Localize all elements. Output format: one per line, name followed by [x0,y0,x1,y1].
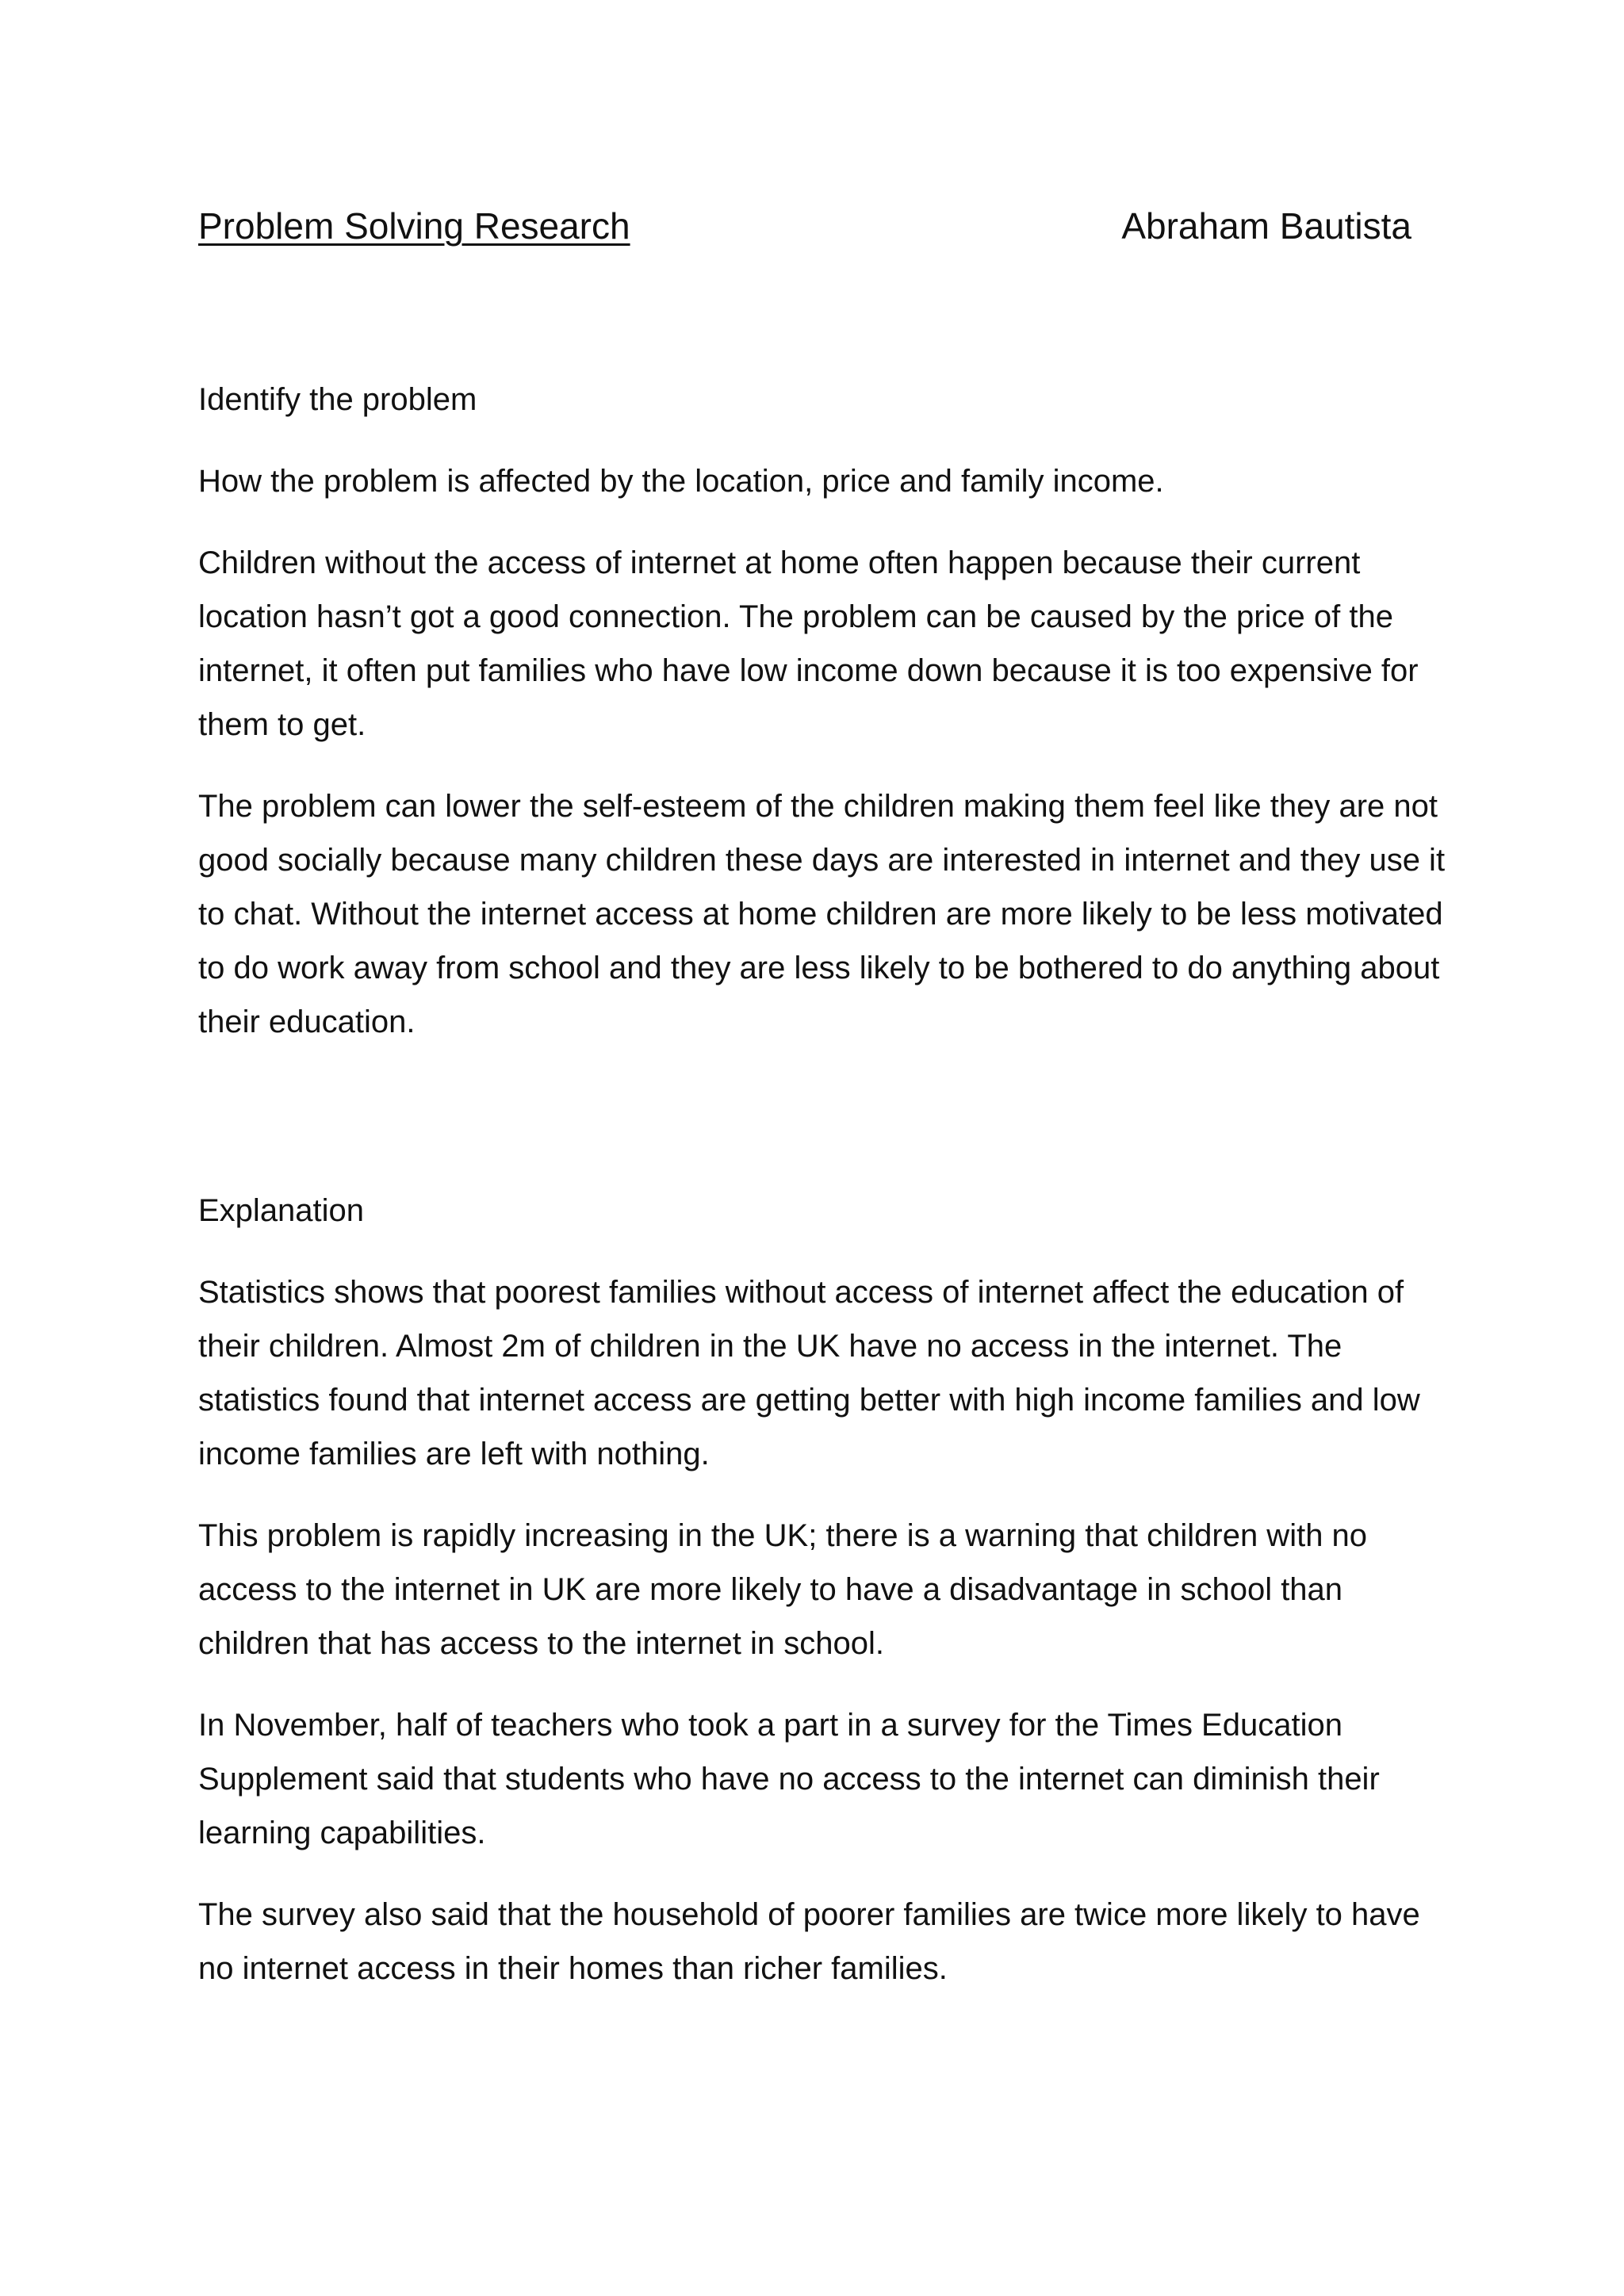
paragraph: This problem is rapidly increasing in the UK; there is a warning that children with no access to the internet in UK are more likely to have a disadvantage in school than children that has access to the internet in school. [198,1518,1368,1661]
document-header [198,198,1411,254]
paragraph: The survey also said that the household of poorer families are twice more likely to have no internet access in their homes than richer families. [198,1897,1420,1986]
section-explanation [198,1184,1459,1996]
author-name: Abraham Bautista [1121,205,1411,247]
section-spacer [198,1077,1459,1184]
paragraph: The problem can lower the self-esteem of the children making them feel like they are not good socially because many children these days are interested in internet and they use it to chat. Without the internet access at home children are more likely to be less motivated to do work away from school and they are less likely to be bothered to do anything about their education. [198,789,1446,1039]
section-heading: Explanation [198,1193,365,1228]
paragraph: In November, half of teachers who took a part in a survey for the Times Education Supplement said that students who have no access to the internet can diminish their learning capabilities. [198,1708,1380,1850]
section-identify-problem [198,373,1459,1049]
section-heading: Identify the problem [198,382,477,417]
paragraph: Statistics shows that poorest families without access of internet affect the education of their children. Almost 2m of children in the UK have no access in the internet. The statistics found that internet access are getting better with high income families and low income families are left with nothing. [198,1275,1420,1471]
document-body [198,373,1459,2023]
paragraph: Children without the access of internet at home often happen because their current location hasn’t got a good connection. The problem can be caused by the price of the internet, it often put families who have low income down because it is too expensive for them to get. [198,545,1419,742]
paragraph: How the problem is affected by the location, price and family income. [198,464,1164,499]
document-title: Problem Solving Research [198,205,630,247]
